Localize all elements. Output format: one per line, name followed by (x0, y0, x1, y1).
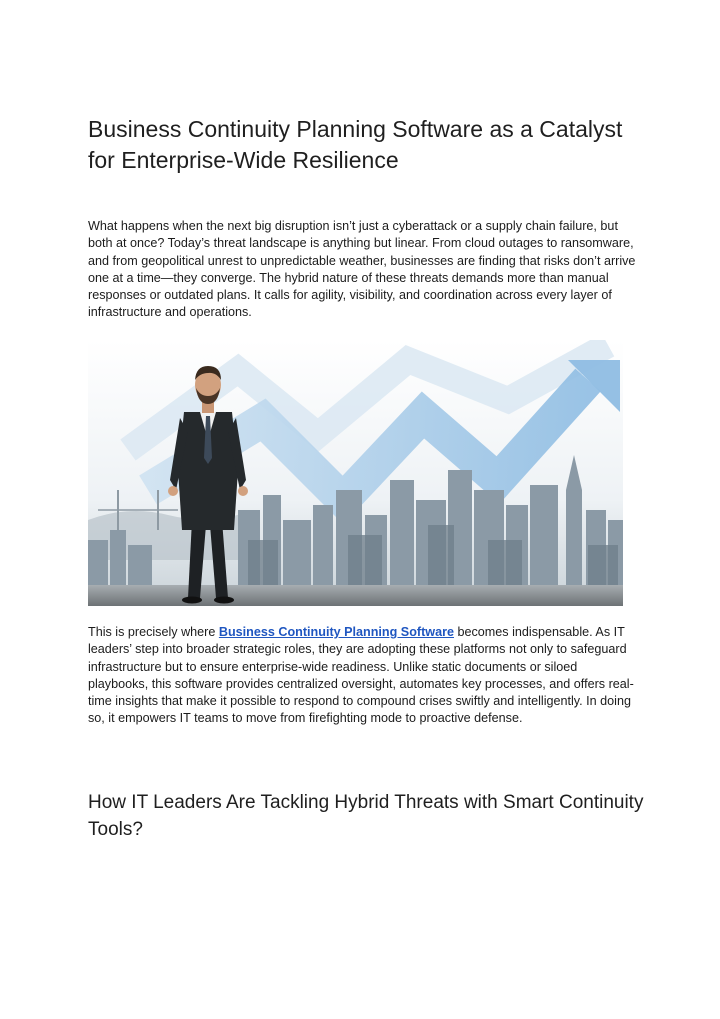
body-text-after-link: becomes indispensable. As IT leaders’ step into broader strategic roles, they are adopting these platforms not only to safeguard infrastructure but to ensure enterprise-wide readiness. Unlike static documents or siloed playbooks, this software provides centralized oversight, automates key processes, and offers real-time insights that make it possible to respond to compound crises swiftly and intelligently. In doing so, it empowers IT teams to move from firefighting mode to proactive defense. (88, 625, 634, 726)
body-text-before-link: This is precisely where (88, 625, 219, 639)
body-paragraph (88, 624, 636, 728)
businessman-city-arrows-illustration (88, 340, 623, 606)
document-title: Business Continuity Planning Software as a Catalyst for Enterprise-Wide Resilience (88, 116, 623, 173)
rooftop-ground (88, 585, 623, 606)
business-continuity-link[interactable]: Business Continuity Planning Software (218, 625, 454, 639)
hero-image (88, 340, 623, 606)
intro-paragraph: What happens when the next big disruption isn’t just a cyberattack or a supply chain failure, but both at once? Today’s threat landscape is anything but linear. From cloud outages to ransomware, and from geopolitical unrest to unpredictable weather, businesses are finding that risks don’t arrive one at a time—they converge. The hybrid nature of these threats demands more than manual responses or outdated plans. It calls for agility, visibility, and coordination across every layer of infrastructure and operations. (88, 219, 636, 320)
section-heading: How IT Leaders Are Tackling Hybrid Threats with Smart Continuity Tools? (88, 792, 644, 840)
